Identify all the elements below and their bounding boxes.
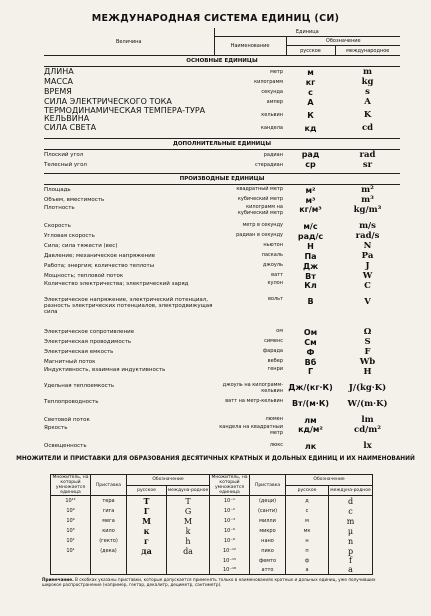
prefix-row — [51, 516, 373, 526]
multiplier-left: 10³ — [51, 526, 91, 536]
prefix-symbol-international-left: T — [167, 496, 210, 507]
symbol-international: Ω — [363, 327, 372, 337]
symbol-international: W/(m·K) — [347, 399, 388, 409]
table-row — [44, 399, 400, 415]
international-header-left: междуна-родное — [167, 485, 210, 496]
prefix-left: кило — [91, 526, 127, 536]
prefix-header-row — [51, 475, 373, 486]
symbol-international: sr — [362, 159, 373, 170]
table-row — [44, 281, 400, 297]
quantity-header: Величина — [44, 28, 214, 56]
symbol-russian: кд — [304, 123, 317, 133]
symbol-international: J/(kg·K) — [348, 383, 387, 393]
table-row — [44, 185, 400, 196]
table-row — [44, 149, 400, 160]
symbol-international: C — [364, 281, 371, 291]
table-row — [44, 123, 400, 133]
prefix-right: нано — [250, 536, 286, 546]
symbol-international: m/s — [359, 221, 376, 231]
symbol-international: kg/m³ — [353, 205, 382, 215]
symbol-international: cd/m² — [354, 425, 381, 435]
multiplier-left: 10⁹ — [51, 506, 91, 516]
unit-name: кубический метр — [237, 196, 283, 203]
footnote-label: Примечание. — [42, 577, 74, 582]
multiplier-right: 10⁻³ — [210, 516, 250, 526]
unit-name: фарада — [262, 348, 283, 355]
multiplier-right: 10⁻¹⁸ — [210, 565, 250, 575]
symbol-international: J — [365, 261, 370, 271]
unit-name: ампер — [266, 99, 283, 105]
section-supplementary — [44, 138, 400, 149]
international-header: международное — [346, 47, 390, 54]
unit-name: кандела — [260, 125, 283, 131]
prefix-row — [51, 496, 373, 507]
prefix-left: тера — [91, 496, 127, 507]
symbol-russian: лк — [304, 441, 317, 451]
multiplier-right: 10⁻¹⁵ — [210, 556, 250, 565]
symbol-russian: А — [307, 97, 314, 107]
footnote — [42, 577, 390, 587]
table-row — [44, 347, 400, 357]
prefix-symbol-international-right: p — [329, 546, 373, 556]
symbol-russian: рад/с — [297, 231, 324, 241]
units-table — [44, 28, 400, 451]
quantity-name: Световой поток — [44, 417, 90, 423]
multiplier-header-left: Множитель, на который умножается единица — [52, 475, 89, 495]
quantity-name: Площадь — [44, 187, 71, 193]
table-row — [44, 77, 400, 87]
prefix-row — [51, 506, 373, 516]
table-row — [44, 261, 400, 271]
russian-header: русское — [286, 46, 335, 56]
unit-name: метр в секунду — [242, 222, 283, 229]
symbol-international: cd — [361, 123, 374, 133]
symbol-russian: кд/м² — [298, 425, 323, 434]
symbol-russian: ср — [305, 160, 316, 169]
quantity-name: Объем, вместимость — [44, 197, 105, 203]
symbol-international: S — [364, 337, 371, 347]
symbol-russian: с — [308, 87, 313, 97]
name-header: Наименование — [214, 37, 286, 56]
symbol-russian: Г — [307, 367, 314, 376]
symbol-international: H — [363, 367, 372, 377]
prefix-symbol-international-right: μ — [329, 526, 373, 536]
table-row — [44, 67, 400, 78]
prefix-symbol-russian-right: п — [286, 546, 329, 556]
prefix-left: (гекто) — [91, 536, 127, 546]
quantity-name: Электрическая емкость — [44, 349, 114, 355]
table-row — [44, 297, 400, 327]
symbol-russian: кг — [305, 77, 316, 87]
table-row — [44, 357, 400, 367]
symbol-russian: м² — [305, 185, 316, 195]
prefix-right: (деци) — [250, 496, 286, 507]
multiplier-left: 10¹ — [51, 546, 91, 556]
unit-name: вебер — [267, 358, 283, 365]
prefix-left: мега — [91, 516, 127, 526]
unit-name: кельвин — [261, 112, 283, 118]
symbol-international: Wb — [359, 357, 376, 367]
symbol-russian: К — [307, 110, 314, 120]
multiplier-right: 10⁻² — [210, 506, 250, 516]
symbol-international: m² — [361, 185, 374, 195]
unit-name: радиан в секунду — [236, 232, 283, 239]
multiplier-right: 10⁻¹² — [210, 546, 250, 556]
symbol-international: rad — [359, 149, 376, 160]
prefix-symbol-russian-right: н — [286, 536, 329, 546]
prefix-right: милли — [250, 516, 286, 526]
unit-name: квадратный метр — [236, 186, 283, 193]
designation-header-left: Обозначение — [127, 475, 210, 486]
unit-name: генри — [267, 367, 283, 372]
prefix-row — [51, 565, 373, 575]
section-derived — [44, 174, 400, 185]
symbol-russian: м³ — [305, 195, 316, 205]
prefix-symbol-international-left: G — [167, 506, 210, 516]
prefix-left: (дека) — [91, 546, 127, 556]
prefixes-title: МНОЖИТЕЛИ И ПРИСТАВКИ ДЛЯ ОБРАЗОВАНИЯ ДЕСЯТИЧНЫХ КРАТНЫХ И ДОЛЬНЫХ ЕДИНИЦ И ИХ НАИМЕНОВАНИЙ — [16, 456, 415, 462]
multiplier-header-right: Множитель, на который умножается единица — [211, 475, 248, 495]
prefix-row — [51, 556, 373, 565]
section-base — [44, 56, 400, 67]
quantity-name: Электрическая проводимость — [44, 339, 132, 345]
prefix-symbol-russian-left: М — [127, 516, 167, 526]
symbol-russian: Па — [304, 251, 317, 261]
unit-name: стерадиан — [254, 161, 283, 168]
quantity-name: Яркость — [44, 425, 68, 431]
unit-name: кандела на квадратный метр — [219, 425, 283, 436]
section-supplementary-title: ДОПОЛНИТЕЛЬНЫЕ ЕДИНИЦЫ — [44, 138, 400, 149]
symbol-russian: м — [307, 67, 314, 77]
symbol-international: s — [365, 87, 370, 97]
quantity-name: СИЛА СВЕТА — [44, 123, 97, 132]
unit-name: ом — [276, 328, 283, 335]
prefix-symbol-russian-left: да — [127, 546, 167, 556]
prefix-symbol-russian-right: мк — [286, 526, 329, 536]
quantity-name: Количество электричества; электрический заряд — [44, 281, 189, 287]
document-title: МЕЖДУНАРОДНАЯ СИСТЕМА ЕДИНИЦ (СИ) — [91, 13, 340, 24]
prefix-symbol-russian-left: г — [127, 536, 167, 546]
unit-name: килограмм — [254, 79, 283, 85]
prefix-symbol-russian-right: д — [286, 496, 329, 507]
symbol-russian: Вт/(м·К) — [291, 399, 330, 408]
unit-name: ватт на метр-кельвин — [225, 399, 283, 404]
unit-name: радиан — [263, 151, 283, 158]
symbol-russian: В — [307, 297, 314, 306]
table-row — [44, 205, 400, 221]
quantity-name: Скорость — [44, 223, 71, 229]
symbol-russian: Дж — [302, 261, 319, 271]
prefix-row — [51, 526, 373, 536]
unit-header: Единица — [214, 28, 400, 37]
unit-name: ньютон — [263, 242, 283, 249]
symbol-russian: Ф — [306, 347, 315, 357]
unit-name: люмен — [265, 416, 283, 423]
quantity-name: Индуктивность, взаимная индуктивность — [44, 367, 166, 373]
prefix-symbol-russian-left: Т — [127, 496, 167, 507]
table-row — [44, 383, 400, 399]
unit-name: килограмм на кубический метр — [237, 205, 283, 216]
russian-header-right: русское — [286, 485, 329, 496]
symbol-russian: Дж/(кг·К) — [288, 383, 333, 392]
table-row — [44, 97, 400, 107]
russian-header-left: русское — [127, 485, 167, 496]
symbol-international: m — [363, 67, 372, 77]
prefix-symbol-russian-left: Г — [127, 506, 167, 516]
prefix-symbol-international-right: c — [329, 506, 373, 516]
symbol-international: lm — [361, 415, 374, 425]
prefix-right: микро — [250, 526, 286, 536]
table-row — [44, 195, 400, 205]
unit-name: сименс — [264, 338, 283, 345]
quantity-name: Угловая скорость — [44, 233, 95, 239]
table-row — [44, 107, 400, 123]
symbol-russian: Н — [307, 241, 314, 251]
symbol-international: rad/s — [355, 231, 380, 241]
symbol-russian: См — [304, 337, 317, 347]
quantity-name: СИЛА ЭЛЕКТРИЧЕСКОГО ТОКА — [44, 97, 172, 106]
unit-name: кулон — [267, 281, 283, 286]
designation-header-right: Обозначение — [286, 475, 373, 486]
prefix-symbol-russian-left: к — [127, 526, 167, 536]
quantity-name: Мощность; тепловой поток — [44, 273, 124, 279]
prefix-symbol-russian-right: а — [286, 565, 329, 575]
unit-name: джоуль на килограмм-кельвин — [222, 383, 283, 394]
symbol-international: F — [364, 347, 371, 357]
multiplier-left: 10¹² — [51, 496, 91, 507]
table-row — [44, 87, 400, 97]
quantity-name: Магнитный поток — [44, 359, 96, 365]
unit-name: паскаль — [261, 252, 283, 259]
quantity-name: ВРЕМЯ — [44, 87, 72, 96]
unit-name: секунда — [261, 89, 283, 95]
table-row — [44, 221, 400, 231]
quantity-name: Плотность — [44, 205, 75, 211]
multiplier-right: 10⁻⁶ — [210, 526, 250, 536]
table-row — [44, 231, 400, 241]
prefix-symbol-russian-right: ф — [286, 556, 329, 565]
prefix-header-right: Приставка — [250, 475, 286, 496]
table-row — [44, 441, 400, 451]
prefix-symbol-international-left: k — [167, 526, 210, 536]
quantity-name: Давление; механическое напряжение — [44, 253, 156, 259]
symbol-international: N — [363, 241, 372, 251]
symbol-russian: Вб — [304, 357, 317, 367]
table-row — [44, 160, 400, 170]
symbol-russian: м/с — [303, 221, 318, 231]
quantity-name: Удельная теплоемкость — [44, 383, 115, 389]
symbol-international: kg — [361, 77, 374, 87]
prefix-right: фемто — [250, 556, 286, 565]
prefix-symbol-international-right: d — [329, 496, 373, 507]
table-row — [44, 251, 400, 261]
multiplier-left: 10² — [51, 536, 91, 546]
footnote-text: В скобках указаны приставки, которые допускается применять только в наименованиях кратных и дольных единиц, уже получивших широкое распространение (например, гектар, декалитр, дециметр, сантиметр). — [42, 577, 376, 587]
unit-name: метр — [270, 69, 283, 75]
quantity-name: Телесный угол — [44, 161, 87, 168]
prefix-left: гига — [91, 506, 127, 516]
multiplier-right: 10⁻¹ — [210, 496, 250, 507]
prefix-right: пико — [250, 546, 286, 556]
prefix-symbol-international-right: n — [329, 536, 373, 546]
prefix-symbol-international-left: M — [167, 516, 210, 526]
table-row — [44, 327, 400, 337]
international-header-right: междуна-родное — [329, 485, 373, 496]
symbol-international: Pa — [361, 251, 374, 261]
symbol-russian: кг/м³ — [299, 205, 322, 214]
quantity-name: Электрическое сопротивление — [44, 329, 135, 335]
designation-header: Обозначение — [286, 37, 400, 46]
quantity-name: МАССА — [44, 77, 74, 86]
unit-name: ватт — [271, 272, 283, 279]
symbol-international: m³ — [361, 195, 374, 205]
table-row — [44, 337, 400, 347]
prefix-symbol-international-right: a — [329, 565, 373, 575]
table-header-row — [44, 28, 400, 37]
prefix-row — [51, 546, 373, 556]
quantity-name: ДЛИНА — [44, 67, 74, 76]
prefix-symbol-russian-right: с — [286, 506, 329, 516]
symbol-russian: Ом — [303, 327, 318, 337]
section-derived-title: ПРОИЗВОДНЫЕ ЕДИНИЦЫ — [44, 174, 400, 185]
prefix-symbol-international-left: da — [167, 546, 210, 556]
symbol-russian: лм — [304, 415, 317, 425]
symbol-russian: Кл — [304, 281, 317, 290]
quantity-name: Работа; энергия; количество теплоты — [44, 263, 155, 269]
prefix-symbol-international-right: m — [329, 516, 373, 526]
quantity-name: Электрическое напряжение, электрический потенциал, разность электрических потенциалов, электродвижущая сила — [44, 297, 213, 315]
unit-name: люкс — [269, 442, 283, 449]
table-row — [44, 415, 400, 425]
unit-name: джоуль — [262, 262, 283, 269]
prefix-row — [51, 536, 373, 546]
prefix-symbol-international-left: h — [167, 536, 210, 546]
symbol-international: W — [362, 271, 373, 281]
quantity-name: Теплопроводность — [44, 399, 99, 405]
section-base-title: ОСНОВНЫЕ ЕДИНИЦЫ — [44, 56, 400, 67]
symbol-international: lx — [363, 441, 372, 451]
multiplier-right: 10⁻⁹ — [210, 536, 250, 546]
table-row — [44, 367, 400, 383]
quantity-name: Сила; сила тяжести (вес) — [44, 243, 118, 249]
prefix-header-left: Приставка — [91, 475, 127, 496]
unit-name: вольт — [267, 297, 283, 302]
quantity-name: Освещенность — [44, 443, 87, 449]
prefix-right: (санти) — [250, 506, 286, 516]
prefixes-table — [50, 474, 373, 575]
prefix-right: атто — [250, 565, 286, 575]
prefix-symbol-international-right: f — [329, 556, 373, 565]
table-row — [44, 425, 400, 441]
quantity-name: Плоский угол — [44, 151, 84, 158]
symbol-international: K — [363, 110, 372, 120]
symbol-russian: рад — [301, 150, 320, 159]
multiplier-left: 10⁶ — [51, 516, 91, 526]
table-row — [44, 241, 400, 251]
table-row — [44, 271, 400, 281]
symbol-international: A — [364, 97, 371, 107]
quantity-name: ТЕРМОДИНАМИЧЕСКАЯ ТЕМПЕРА-ТУРА КЕЛЬВИНА — [44, 107, 206, 123]
prefix-symbol-russian-right: м — [286, 516, 329, 526]
symbol-russian: Вт — [305, 271, 316, 281]
symbol-international: V — [364, 297, 371, 307]
